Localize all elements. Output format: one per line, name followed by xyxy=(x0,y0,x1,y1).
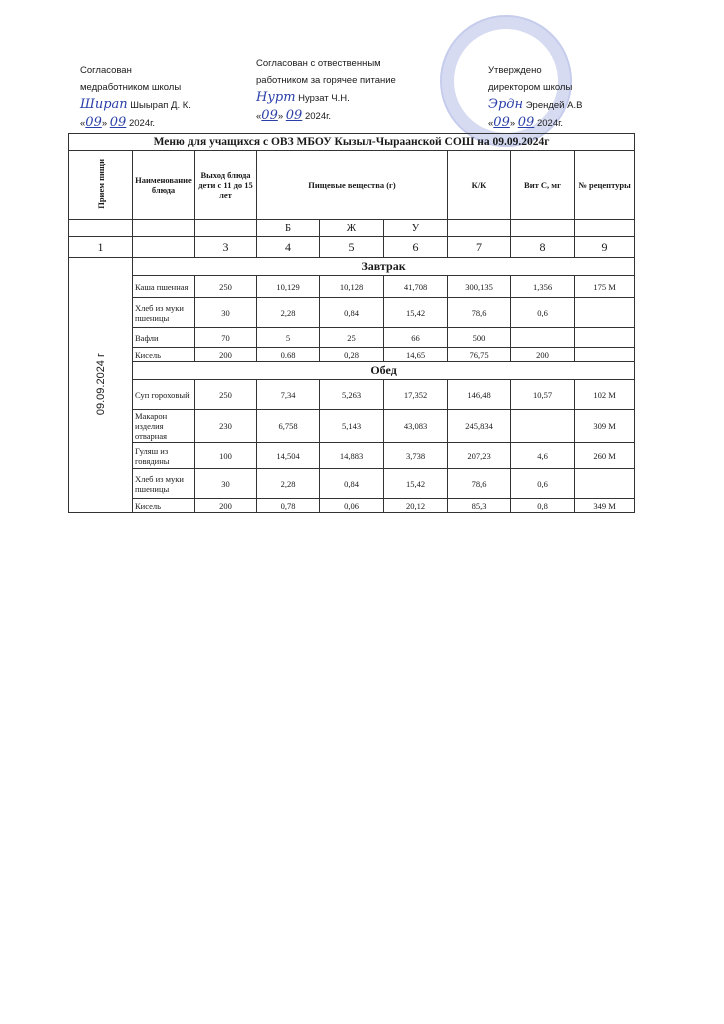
header-output: Выход блюда дети с 11 до 15 лет xyxy=(195,151,257,220)
cell-zh: 14,883 xyxy=(320,443,384,469)
cell-recipe xyxy=(575,348,635,362)
approval-signature-line xyxy=(256,89,396,107)
cell-b: 10,129 xyxy=(257,276,320,298)
cell-u: 41,708 xyxy=(384,276,448,298)
cell-output: 30 xyxy=(195,298,257,328)
cell-b: 0,78 xyxy=(257,499,320,513)
table-row xyxy=(69,380,635,410)
table-row xyxy=(69,443,635,469)
cell-b: 2,28 xyxy=(257,469,320,499)
cell-b: 0.68 xyxy=(257,348,320,362)
approval-line-1: Согласован с отвественным xyxy=(256,58,381,69)
approval-month: 09 xyxy=(285,108,303,123)
dish-name: Каша пшенная xyxy=(133,276,195,298)
approval-date: «09» 09 2024г. xyxy=(256,108,332,123)
cell-zh: 0,84 xyxy=(320,298,384,328)
cell-recipe: 349 М xyxy=(575,499,635,513)
cell-b: 6,758 xyxy=(257,410,320,443)
dish-name: Суп гороховый xyxy=(133,380,195,410)
cell-b: 5 xyxy=(257,328,320,348)
approval-month: 09 xyxy=(109,115,127,130)
table-row xyxy=(69,298,635,328)
cell-kk: 85,3 xyxy=(448,499,511,513)
table-row xyxy=(69,469,635,499)
section-row xyxy=(69,362,635,380)
cell-kk: 300,135 xyxy=(448,276,511,298)
approval-month: 09 xyxy=(517,115,535,130)
header-vitc: Вит С, мг xyxy=(511,151,575,220)
cell-b: 7,34 xyxy=(257,380,320,410)
cell-output: 230 xyxy=(195,410,257,443)
dish-name: Гуляш из говядины xyxy=(133,443,195,469)
cell-recipe xyxy=(575,328,635,348)
approval-day: 09 xyxy=(85,115,102,130)
cell-vitc: 0,6 xyxy=(511,298,575,328)
handwritten-signature: Ширап xyxy=(80,97,128,112)
col-num: 9 xyxy=(575,237,635,258)
cell-output: 200 xyxy=(195,499,257,513)
cell-kk: 78,6 xyxy=(448,298,511,328)
cell-u: 66 xyxy=(384,328,448,348)
cell-output: 200 xyxy=(195,348,257,362)
letter-b: Б xyxy=(257,220,320,237)
cell-output: 250 xyxy=(195,276,257,298)
cell-u: 15,42 xyxy=(384,298,448,328)
cell-vitc xyxy=(511,328,575,348)
header-recipe: № рецептуры xyxy=(575,151,635,220)
dish-name: Кисель xyxy=(133,348,195,362)
approval-year: 2024г. xyxy=(128,118,156,129)
cell-recipe: 309 М xyxy=(575,410,635,443)
approval-date: «09» 09 2024г. xyxy=(80,115,156,130)
menu-table xyxy=(68,133,635,513)
cell-zh: 0,84 xyxy=(320,469,384,499)
col-num: 1 xyxy=(69,237,133,258)
table-row xyxy=(69,499,635,513)
cell-recipe: 175 М xyxy=(575,276,635,298)
approval-name: Эрендей А.В xyxy=(525,100,583,111)
cell-u: 14,65 xyxy=(384,348,448,362)
col-num: 7 xyxy=(448,237,511,258)
cell-zh: 5,263 xyxy=(320,380,384,410)
cell-kk: 76,75 xyxy=(448,348,511,362)
cell-kk: 78,6 xyxy=(448,469,511,499)
cell-zh: 0,06 xyxy=(320,499,384,513)
cell-vitc xyxy=(511,410,575,443)
cell-recipe xyxy=(575,469,635,499)
header-nutrients: Пищевые вещества (г) xyxy=(257,151,448,220)
letter-zh: Ж xyxy=(320,220,384,237)
col-num: 6 xyxy=(384,237,448,258)
menu-title: Меню для учащихся с ОВЗ МБОУ Кызыл-Чыраанской СОШ на 09.09.2024г xyxy=(69,134,635,151)
dish-name: Хлеб из муки пшеницы xyxy=(133,469,195,499)
cell-u: 17,352 xyxy=(384,380,448,410)
table-row xyxy=(69,348,635,362)
approval-name: Нурзат Ч.Н. xyxy=(298,93,350,104)
section-row xyxy=(69,258,635,276)
approval-medical xyxy=(80,62,191,132)
cell-kk: 146,48 xyxy=(448,380,511,410)
cell-recipe: 260 М xyxy=(575,443,635,469)
approval-year: 2024г. xyxy=(304,111,332,122)
col-num: 4 xyxy=(257,237,320,258)
approval-director xyxy=(488,62,582,132)
header-dish: Наименование блюда xyxy=(133,151,195,220)
cell-recipe: 102 М xyxy=(575,380,635,410)
section-label: Обед xyxy=(133,362,635,380)
approval-block xyxy=(80,58,600,134)
table-row xyxy=(69,276,635,298)
handwritten-signature: Эрдн xyxy=(488,97,524,112)
cell-u: 43,083 xyxy=(384,410,448,443)
col-num: 3 xyxy=(195,237,257,258)
header-meal: Прием пищи xyxy=(69,151,133,220)
cell-u: 3,738 xyxy=(384,443,448,469)
cell-vitc: 1,356 xyxy=(511,276,575,298)
cell-vitc: 0,6 xyxy=(511,469,575,499)
table-title-row xyxy=(69,134,635,151)
approval-line-2: директором школы xyxy=(488,82,573,93)
approval-signature-line xyxy=(80,96,191,114)
cell-output: 70 xyxy=(195,328,257,348)
cell-zh: 0,28 xyxy=(320,348,384,362)
cell-recipe xyxy=(575,298,635,328)
cell-output: 250 xyxy=(195,380,257,410)
nutrient-letters-row xyxy=(69,220,635,237)
cell-u: 15,42 xyxy=(384,469,448,499)
cell-kk: 500 xyxy=(448,328,511,348)
cell-vitc: 10,57 xyxy=(511,380,575,410)
cell-zh: 10,128 xyxy=(320,276,384,298)
handwritten-signature: Нурт xyxy=(256,90,296,105)
approval-signature-line xyxy=(488,96,582,114)
approval-day: 09 xyxy=(493,115,510,130)
cell-b: 2,28 xyxy=(257,298,320,328)
cell-output: 30 xyxy=(195,469,257,499)
cell-b: 14,504 xyxy=(257,443,320,469)
header-kk: К/К xyxy=(448,151,511,220)
dish-name: Вафли xyxy=(133,328,195,348)
table-header-row xyxy=(69,151,635,220)
dish-name: Макарон изделия отварная xyxy=(133,410,195,443)
date-cell: 09.09.2024 г xyxy=(69,258,133,513)
cell-vitc: 0,8 xyxy=(511,499,575,513)
cell-zh: 5,143 xyxy=(320,410,384,443)
cell-output: 100 xyxy=(195,443,257,469)
approval-catering xyxy=(256,55,396,125)
dish-name: Кисель xyxy=(133,499,195,513)
cell-kk: 245,834 xyxy=(448,410,511,443)
letter-u: У xyxy=(384,220,448,237)
approval-line-1: Согласован xyxy=(80,65,132,76)
approval-line-2: работником за горячее питание xyxy=(256,75,396,86)
cell-vitc: 200 xyxy=(511,348,575,362)
col-num: 8 xyxy=(511,237,575,258)
approval-date: «09» 09 2024г. xyxy=(488,115,564,130)
col-num: 5 xyxy=(320,237,384,258)
approval-day: 09 xyxy=(261,108,278,123)
approval-line-1: Утверждено xyxy=(488,65,542,76)
cell-zh: 25 xyxy=(320,328,384,348)
approval-line-2: медработником школы xyxy=(80,82,182,93)
dish-name: Хлеб из муки пшеницы xyxy=(133,298,195,328)
column-numbers-row xyxy=(69,237,635,258)
cell-vitc: 4,6 xyxy=(511,443,575,469)
table-row xyxy=(69,328,635,348)
section-label: Завтрак xyxy=(133,258,635,276)
cell-kk: 207,23 xyxy=(448,443,511,469)
approval-year: 2024г. xyxy=(536,118,564,129)
cell-u: 20,12 xyxy=(384,499,448,513)
approval-name: Шыырап Д. К. xyxy=(130,100,191,111)
table-row xyxy=(69,410,635,443)
